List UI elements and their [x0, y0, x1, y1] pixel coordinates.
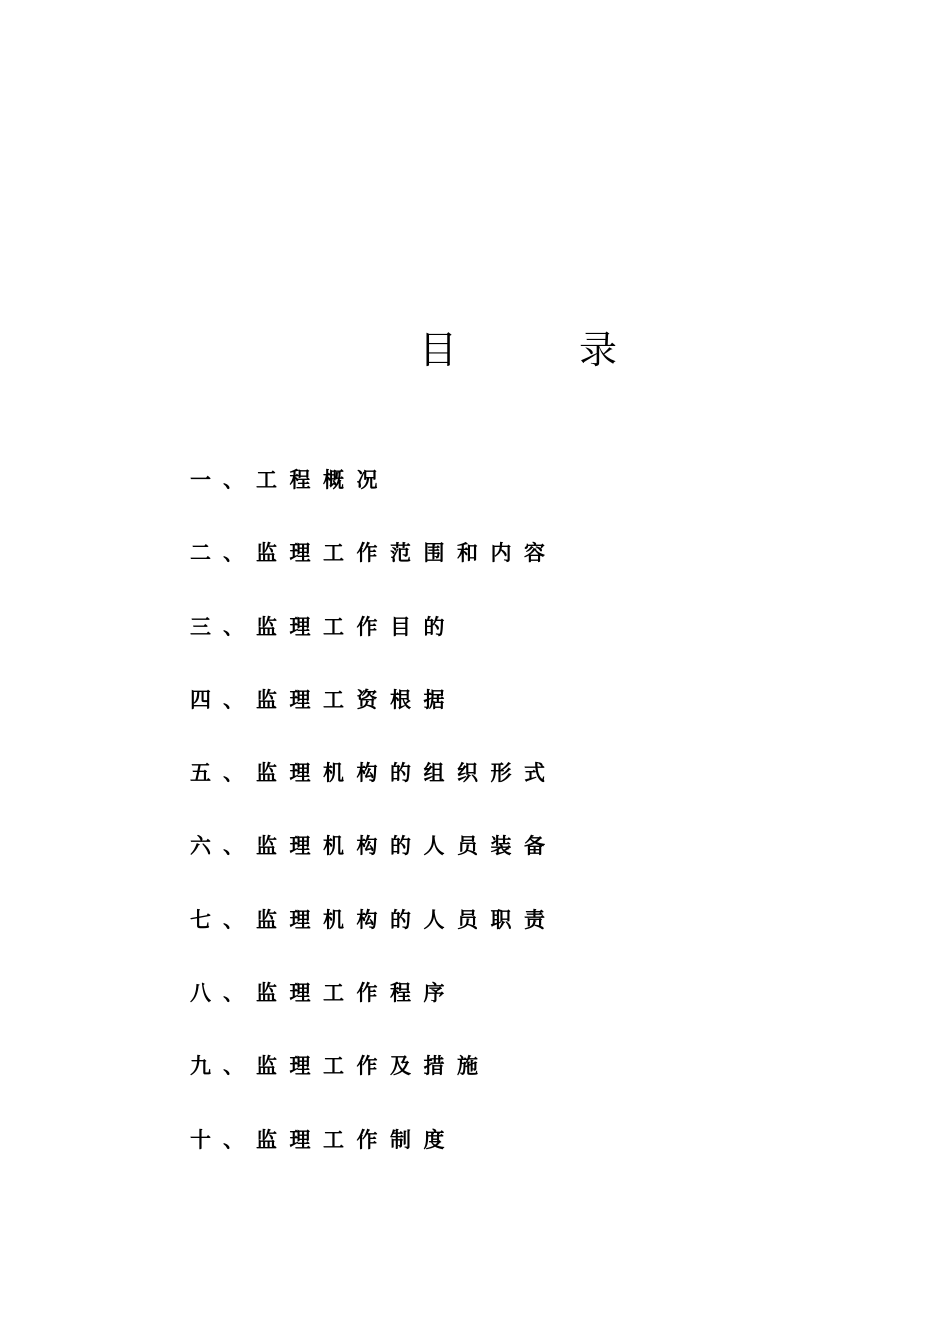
toc-item-text: 工程概况	[256, 468, 390, 492]
toc-item-8[interactable]	[190, 973, 790, 1046]
toc-item-number: 七、	[190, 907, 256, 932]
page-title-char-2: 录	[578, 328, 617, 372]
toc-item-number: 二、	[190, 541, 256, 566]
toc-item-1[interactable]	[190, 460, 790, 533]
toc-item-10[interactable]	[190, 1120, 790, 1193]
toc-item-number: 十、	[190, 1127, 256, 1152]
page-title	[418, 322, 618, 378]
toc-item-text: 监理工作程序	[256, 981, 457, 1006]
toc-item-text: 监理机构的组织形式	[256, 761, 558, 786]
toc-item-text: 监理机构的人员职责	[256, 907, 558, 932]
toc-item-number: 八、	[190, 981, 256, 1006]
toc-item-3[interactable]	[190, 607, 790, 680]
toc-item-4[interactable]	[190, 680, 790, 753]
toc-item-number: 九、	[190, 1054, 256, 1079]
toc-item-6[interactable]	[190, 826, 790, 899]
toc-item-text: 监理工作范围和内容	[256, 541, 558, 566]
toc-item-text: 监理机构的人员装备	[256, 834, 558, 859]
table-of-contents	[190, 460, 790, 1193]
toc-item-number: 六、	[190, 834, 256, 859]
toc-item-number: 一、	[190, 468, 256, 492]
toc-item-number: 三、	[190, 614, 256, 639]
toc-item-number: 四、	[190, 687, 256, 712]
toc-item-text: 监理工作及措施	[256, 1054, 491, 1079]
toc-item-9[interactable]	[190, 1046, 790, 1119]
toc-item-2[interactable]	[190, 533, 790, 606]
toc-item-text: 监理工作目的	[256, 614, 457, 639]
toc-item-7[interactable]	[190, 900, 790, 973]
toc-item-text: 监理工资根据	[256, 687, 457, 712]
page-title-char-1: 目	[418, 328, 457, 372]
toc-item-5[interactable]	[190, 753, 790, 826]
toc-item-number: 五、	[190, 761, 256, 786]
toc-item-text: 监理工作制度	[256, 1127, 457, 1152]
